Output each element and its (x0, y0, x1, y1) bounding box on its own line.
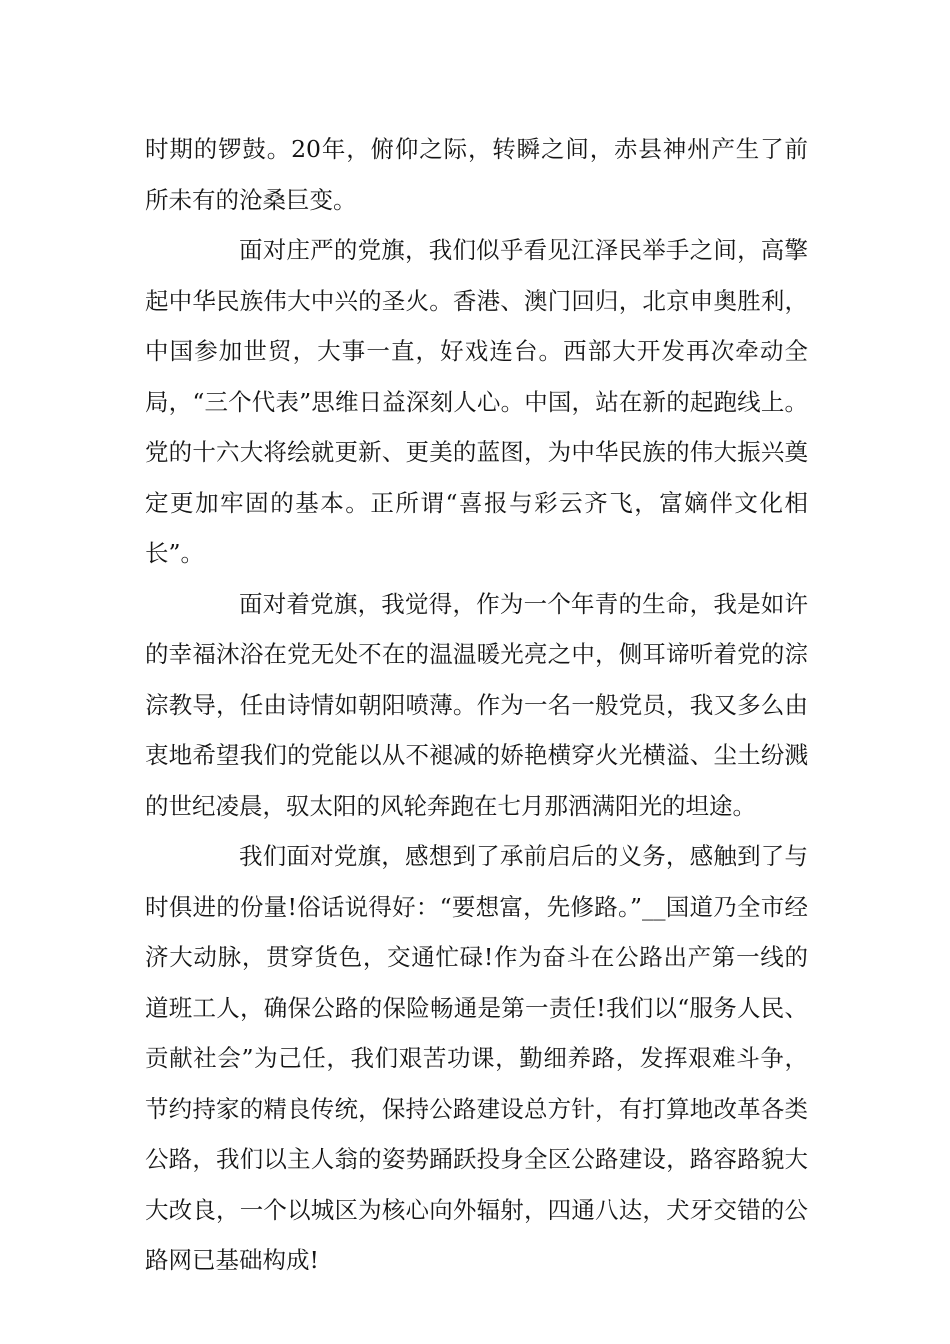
paragraph-4: 我们面对党旗，感想到了承前启后的义务，感触到了与时俱进的份量!俗话说得好：“要想富，先修路。”__国道乃全市经济大动脉，贯穿货色，交通忙碌!作为奋斗在公路出产第一线的道班工人，确保公路的保险畅通是第一责任!我们以“服务人民、贡献社会”为己任，我们艰苦功课，勤细养路，发挥艰难斗争，节约持家的精良传统，保持公路建设总方针，有打算地改革各类公路，我们以主人翁的姿势踊跃投身全区公路建设，路容路貌大大改良，一个以城区为核心向外辐射，四通八达，犬牙交错的公路网已基础构成! (145, 842, 808, 1274)
document-body (145, 124, 808, 1286)
paragraph-2: 面对庄严的党旗，我们似乎看见江泽民举手之间，高擎起中华民族伟大中兴的圣火。香港、澳门回归，北京申奥胜利，中国参加世贸，大事一直，好戏连台。西部大开发再次牵动全局，“三个代表”思维日益深刻人心。中国，站在新的起跑线上。党的十六大将绘就更新、更美的蓝图，为中华民族的伟大振兴奠定更加牢固的基本。正所谓“喜报与彩云齐飞，富嫡伴文化相长”。 (145, 236, 808, 567)
paragraph-3: 面对着党旗，我觉得，作为一个年青的生命，我是如许的幸福沐浴在党无处不在的温温暖光亮之中，侧耳谛听着党的淙淙教导，任由诗情如朝阳喷薄。作为一名一般党员，我又多么由衷地希望我们的党能以从不褪减的娇艳横穿火光横溢、尘土纷溅的世纪凌晨，驭太阳的风轮奔跑在七月那洒满阳光的坦途。 (145, 589, 808, 820)
paragraph-1: 时期的锣鼓。20年，俯仰之际，转瞬之间，赤县神州产生了前所未有的沧桑巨变。 (145, 135, 808, 214)
